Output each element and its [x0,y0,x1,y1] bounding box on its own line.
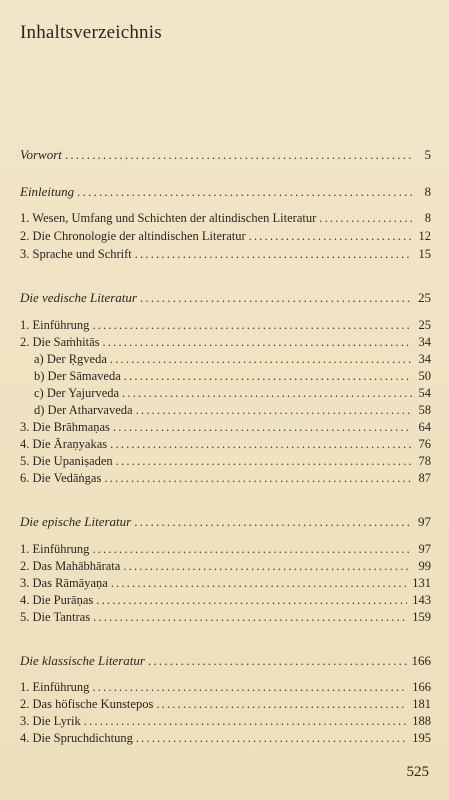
toc-page-number: 5 [424,147,431,162]
toc-subentry[interactable] [20,384,431,402]
toc-entry[interactable] [20,678,431,696]
toc-entry-label: 2. Die Saṁhitās [20,335,100,349]
leader-dots [122,384,412,402]
toc-entry[interactable] [20,540,431,558]
toc-page-number: 64 [418,420,431,434]
toc-entry[interactable] [20,418,431,436]
toc-subentry[interactable] [20,367,431,385]
toc-entry-label: c) Der Yajurveda [34,386,120,400]
toc-section-title: Die klassische Literatur [20,653,145,668]
toc-section-title: Vorwort [20,147,62,162]
toc-page-number: 97 [418,542,431,556]
toc-page-number: 25 [418,318,431,332]
toc-page-number: 15 [418,247,431,261]
toc-section-entry[interactable] [20,652,431,670]
toc-page-number: 195 [412,731,431,745]
toc-section-entry[interactable] [20,183,431,201]
leader-dots [156,695,407,713]
toc-page-number: 87 [418,471,431,485]
toc-entry[interactable] [20,729,431,747]
toc-page-number: 34 [418,335,431,349]
toc-page-number: 12 [418,229,431,243]
toc-page-number: 166 [411,653,431,668]
toc-entry-label: 1. Wesen, Umfang und Schichten der altindischen Literatur [20,211,317,225]
leader-dots [110,350,412,368]
toc-page-number: 188 [412,714,431,728]
leader-dots [96,591,407,609]
toc-entry-label: a) Der Ṛgveda [34,352,107,366]
toc-entry-label: 4. Die Āraṇyakas [20,437,108,451]
toc-entry-label: 5. Die Tantras [20,610,91,624]
toc-page-number: 78 [418,454,431,468]
toc-entry-label: 4. Die Purāṇas [20,593,94,607]
toc-entry-label: 1. Einführung [20,542,90,556]
toc-page-number: 131 [412,576,431,590]
toc-entry-label: 4. Die Spruchdichtung [20,731,133,745]
toc-page-number: 25 [418,290,431,305]
toc-entry-label: b) Der Sāmaveda [34,369,121,383]
toc-page-number: 50 [418,369,431,383]
toc-section-entry[interactable] [20,146,431,164]
toc-entry[interactable] [20,695,431,713]
leader-dots [140,289,412,307]
leader-dots [134,513,412,531]
toc-entry-label: 1. Einführung [20,680,90,694]
toc-page-number: 159 [412,610,431,624]
toc-entry-label: 1. Einführung [20,318,90,332]
leader-dots [113,418,412,436]
page-heading: Inhaltsverzeichnis [20,22,162,43]
leader-dots [92,678,407,696]
toc-page-number: 58 [418,403,431,417]
leader-dots [65,146,412,164]
leader-dots [93,608,407,626]
toc-entry[interactable] [20,712,431,730]
toc-entry[interactable] [20,333,431,351]
leader-dots [136,729,407,747]
toc-page-number: 8 [424,184,431,199]
leader-dots [84,712,407,730]
toc-entry-label: 5. Die Upaniṣaden [20,454,113,468]
leader-dots [92,316,412,334]
leader-dots [111,574,407,592]
toc-entry-label: 3. Die Lyrik [20,714,81,728]
toc-entry[interactable] [20,469,431,487]
toc-entry[interactable] [20,316,431,334]
toc-subentry[interactable] [20,350,431,368]
toc-entry-label: d) Der Atharvaveda [34,403,133,417]
toc-entry[interactable] [20,245,431,263]
toc-entry[interactable] [20,209,431,227]
toc-entry-label: 2. Das höfische Kunstepos [20,697,154,711]
page-number: 525 [406,764,429,780]
toc-entry[interactable] [20,608,431,626]
toc-section-title: Die vedische Literatur [20,290,137,305]
toc-page-number: 54 [418,386,431,400]
leader-dots [123,557,412,575]
leader-dots [104,469,412,487]
toc-section-entry[interactable] [20,289,431,307]
toc-entry[interactable] [20,227,431,245]
toc-entry[interactable] [20,557,431,575]
toc-page-number: 34 [418,352,431,366]
leader-dots [249,227,412,245]
leader-dots [116,452,412,470]
toc-entry[interactable] [20,574,431,592]
leader-dots [319,209,412,227]
leader-dots [136,401,412,419]
toc-entry-label: 6. Die Vedāṅgas [20,471,102,485]
toc-entry-label: 2. Die Chronologie der altindischen Literatur [20,229,246,243]
toc-subentry[interactable] [20,401,431,419]
toc-page-number: 166 [412,680,431,694]
toc-entry-label: 2. Das Mahābhārata [20,559,121,573]
toc-page-number: 97 [418,514,431,529]
toc-entry-label: 3. Das Rāmāyaṇa [20,576,108,590]
toc-section-title: Einleitung [20,184,75,199]
toc-entry[interactable] [20,435,431,453]
toc-page-number: 8 [424,211,431,225]
leader-dots [92,540,412,558]
leader-dots [135,245,412,263]
leader-dots [124,367,412,385]
toc-page-number: 143 [412,593,431,607]
leader-dots [110,435,412,453]
leader-dots [77,183,412,201]
toc-page-number: 181 [412,697,431,711]
toc-page-number: 99 [418,559,431,573]
toc-section-entry[interactable] [20,513,431,531]
toc-entry-label: 3. Sprache und Schrift [20,247,132,261]
leader-dots [103,333,412,351]
toc-entry[interactable] [20,452,431,470]
toc-page-number: 76 [418,437,431,451]
toc-entry-label: 3. Die Brāhmaṇas [20,420,110,434]
toc-section-title: Die epische Literatur [20,514,132,529]
leader-dots [148,652,407,670]
toc-entry[interactable] [20,591,431,609]
